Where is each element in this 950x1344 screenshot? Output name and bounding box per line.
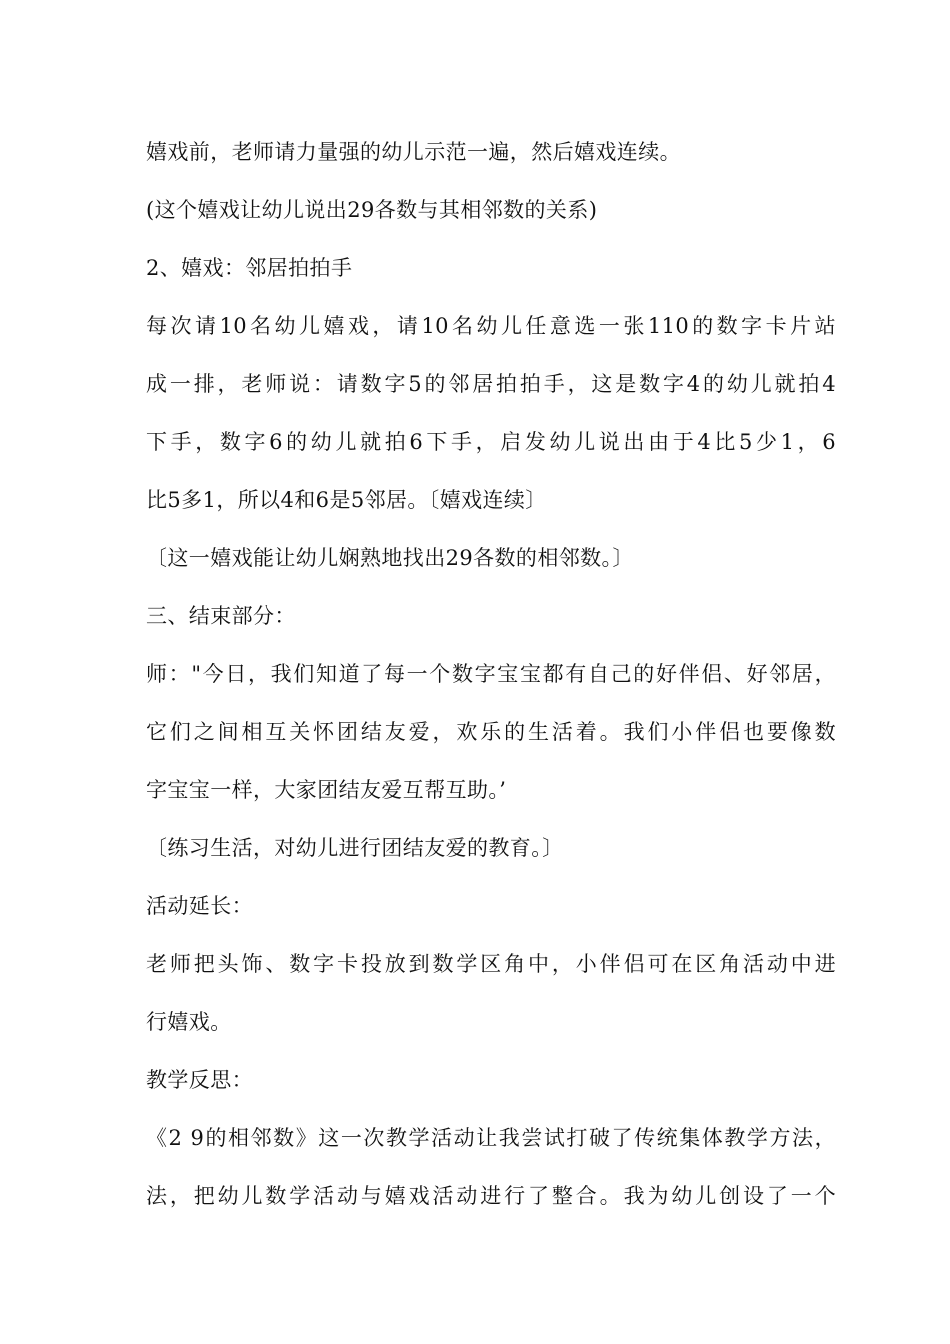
paragraph-line: 〔这一嬉戏能让幼儿娴熟地找出29各数的相邻数。〕 [146, 546, 634, 570]
paragraph-line: 法，把幼儿数学活动与嬉戏活动进行了整合。我为幼儿创设了一个 [146, 1184, 836, 1208]
paragraph-line: 字宝宝一样，大家团结友爱互帮互助。’ [146, 778, 507, 802]
paragraph-line: 行嬉戏。 [146, 1010, 232, 1034]
paragraph-line: (这个嬉戏让幼儿说出29各数与其相邻数的关系) [146, 198, 598, 222]
paragraph-line: 它们之间相互关怀团结友爱，欢乐的生活着。我们小伴侣也要像数 [146, 720, 836, 744]
section-heading: 教学反思： [146, 1068, 253, 1092]
section-heading: 活动延长： [146, 894, 253, 918]
section-heading: 三、结束部分： [146, 604, 296, 628]
paragraph-line: 成一排，老师说：请数字5的邻居拍拍手，这是数字4的幼儿就拍4 [146, 372, 836, 396]
paragraph-line: 老师把头饰、数字卡投放到数学区角中，小伴侣可在区角活动中进 [146, 952, 836, 976]
paragraph-line: 每次请10名幼儿嬉戏，请10名幼儿任意选一张110的数字卡片站 [146, 314, 836, 338]
paragraph-line: 〔练习生活，对幼儿进行团结友爱的教育。〕 [146, 836, 564, 860]
section-heading: 2、嬉戏：邻居拍拍手 [146, 256, 353, 280]
paragraph-line: 师："今日，我们知道了每一个数字宝宝都有自己的好伴侣、好邻居， [146, 662, 836, 686]
paragraph-line: 《2 9的相邻数》这一次教学活动让我尝试打破了传统集体教学方法， [146, 1126, 836, 1150]
paragraph-line: 比5多1，所以4和6是5邻居。〔嬉戏连续〕 [146, 488, 547, 512]
paragraph-line: 下手，数字6的幼儿就拍6下手，启发幼儿说出由于4比5少1，6 [146, 430, 836, 454]
paragraph-line: 嬉戏前，老师请力量强的幼儿示范一遍，然后嬉戏连续。 [146, 140, 681, 164]
